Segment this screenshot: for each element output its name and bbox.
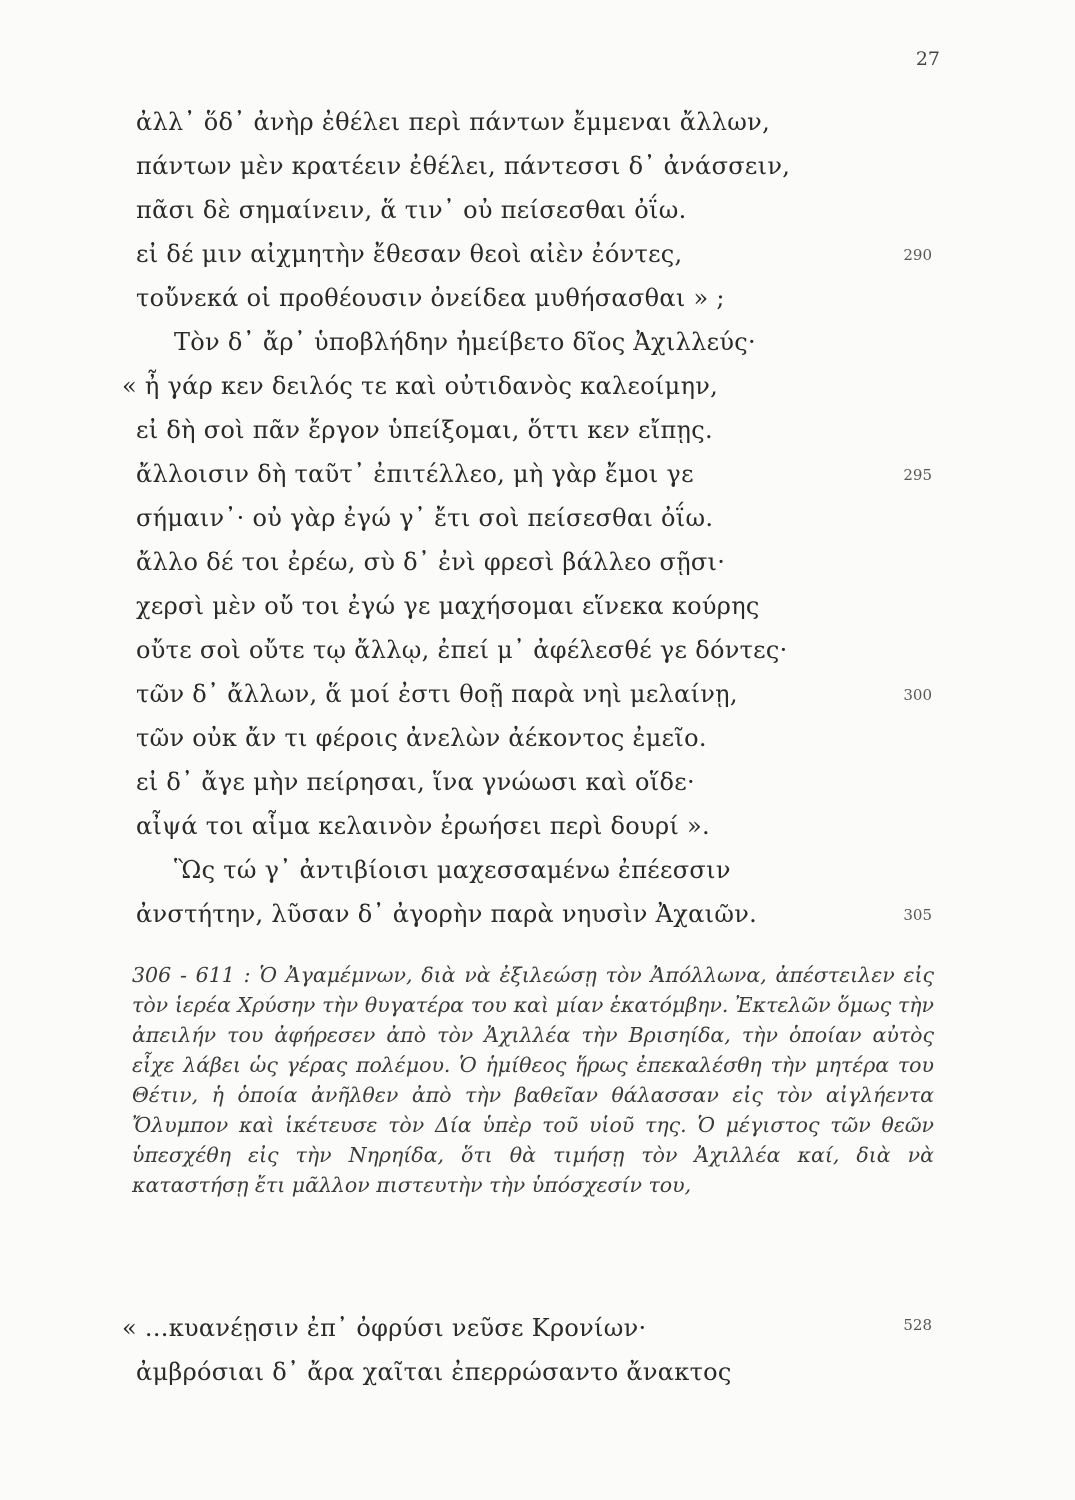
line-number: 290 [903, 246, 932, 264]
verse-line: ἄλλο δέ τοι ἐρέω, σὺ δ᾽ ἐνὶ φρεσὶ βάλλεο σῇσι· [136, 548, 726, 576]
summary-range: 306 - 611 : [132, 963, 251, 987]
verse-line: αἶψά τοι αἷμα κελαινὸν ἐρωήσει περὶ δουρί ». [136, 812, 710, 840]
verse-line: εἰ δ᾽ ἄγε μὴν πείρησαι, ἵνα γνώωσι καὶ οἵδε· [136, 768, 695, 796]
verse-line: πᾶσι δὲ σημαίνειν, ἅ τιν᾽ οὐ πείσεσθαι ὀΐω. [136, 196, 687, 224]
verse-line: ἄλλοισιν δὴ ταῦτ᾽ ἐπιτέλλεο, μὴ γὰρ ἔμοι γε [136, 460, 694, 488]
verse-line: εἰ δὴ σοὶ πᾶν ἔργον ὑπείξομαι, ὅττι κεν εἴπῃς. [136, 416, 713, 444]
verse-line: πάντων μὲν κρατέειν ἐθέλει, πάντεσσι δ᾽ ἀνάσσειν, [136, 152, 791, 180]
verse-line: χερσὶ μὲν οὔ τοι ἐγώ γε μαχήσομαι εἵνεκα κούρης [136, 592, 760, 620]
line-number: 305 [903, 906, 932, 924]
verse-line: « ἦ γάρ κεν δειλός τε καὶ οὐτιδανὸς καλεοίμην, [122, 372, 719, 400]
line-number: 300 [903, 686, 932, 704]
verse-line: οὔτε σοὶ οὔτε τῳ ἄλλῳ, ἐπεί μ᾽ ἀφέλεσθέ γε δόντες· [136, 636, 788, 664]
summary-text: Ὁ Ἀγαμέμνων, διὰ νὰ ἐξιλεώσῃ τὸν Ἀπόλλωνα, ἀπέστειλεν εἰς τὸν ἱερέα Χρύσην τὴν θυγατέρα του καὶ μίαν ἑκατόμβην. Ἐκτελῶν ὅμως τὴν ἀπειλήν του ἀφήρεσεν ἀπὸ τὸν Ἀχιλλέα τὴν Βρισηίδα, τὴν ὁποίαν αὐτὸς εἶχε λάβει ὡς γέρας πολέμου. Ὁ ἡμίθεος ἥρως ἐπεκαλέσθη τὴν μητέρα του Θέτιν, ἡ ὁποία ἀνῆλθεν ἀπὸ τὴν βαθεῖαν θάλασσαν εἰς τὸν αἰγλήεντα Ὄλυμπον καὶ ἱκέτευσε τὸν Δία ὑπὲρ τοῦ υἱοῦ της. Ὁ μέγιστος τῶν θεῶν ὑπεσχέθη εἰς τὴν Νηρηίδα, ὅτι θὰ τιμήσῃ τὸν Ἀχιλλέα καί, διὰ νὰ καταστήσῃ ἔτι μᾶλλον πιστευτὴν τὴν ὑπόσχεσίν του, [132, 963, 934, 1197]
verse-line: ἀλλ᾽ ὅδ᾽ ἀνὴρ ἐθέλει περὶ πάντων ἔμμεναι ἄλλων, [136, 108, 770, 136]
summary-paragraph [132, 960, 934, 1200]
verse-line: τῶν δ᾽ ἄλλων, ἅ μοί ἐστι θοῇ παρὰ νηὶ μελαίνῃ, [136, 680, 738, 708]
verse-line: τῶν οὐκ ἄν τι φέροις ἀνελὼν ἀέκοντος ἐμεῖο. [136, 724, 707, 752]
verse-line: τοὔνεκά οἱ προθέουσιν ὀνείδεα μυθήσασθαι » ; [136, 284, 725, 312]
verse-line: ἀνστήτην, λῦσαν δ᾽ ἀγορὴν παρὰ νηυσὶν Ἀχαιῶν. [136, 900, 758, 928]
verse-line: Τὸν δ᾽ ἄρ᾽ ὑποβλήδην ἠμείβετο δῖος Ἀχιλλεύς· [174, 328, 756, 356]
line-number: 528 [903, 1316, 932, 1334]
line-number: 295 [903, 466, 932, 484]
verse-line: ἀμβρόσιαι δ᾽ ἄρα χαῖται ἐπερρώσαντο ἄνακτος [136, 1358, 732, 1386]
verse-line: εἰ δέ μιν αἰχμητὴν ἔθεσαν θεοὶ αἰὲν ἐόντες, [136, 240, 683, 268]
page-number: 27 [915, 48, 940, 70]
verse-line: « ...κυανέῃσιν ἐπ᾽ ὀφρύσι νεῦσε Κρονίων· [122, 1314, 647, 1342]
verse-line: Ὣς τώ γ᾽ ἀντιβίοισι μαχεσσαμένω ἐπέεσσιν [174, 856, 731, 884]
verse-line: σήμαιν᾽· οὐ γὰρ ἐγώ γ᾽ ἔτι σοὶ πείσεσθαι ὀΐω. [136, 504, 714, 532]
